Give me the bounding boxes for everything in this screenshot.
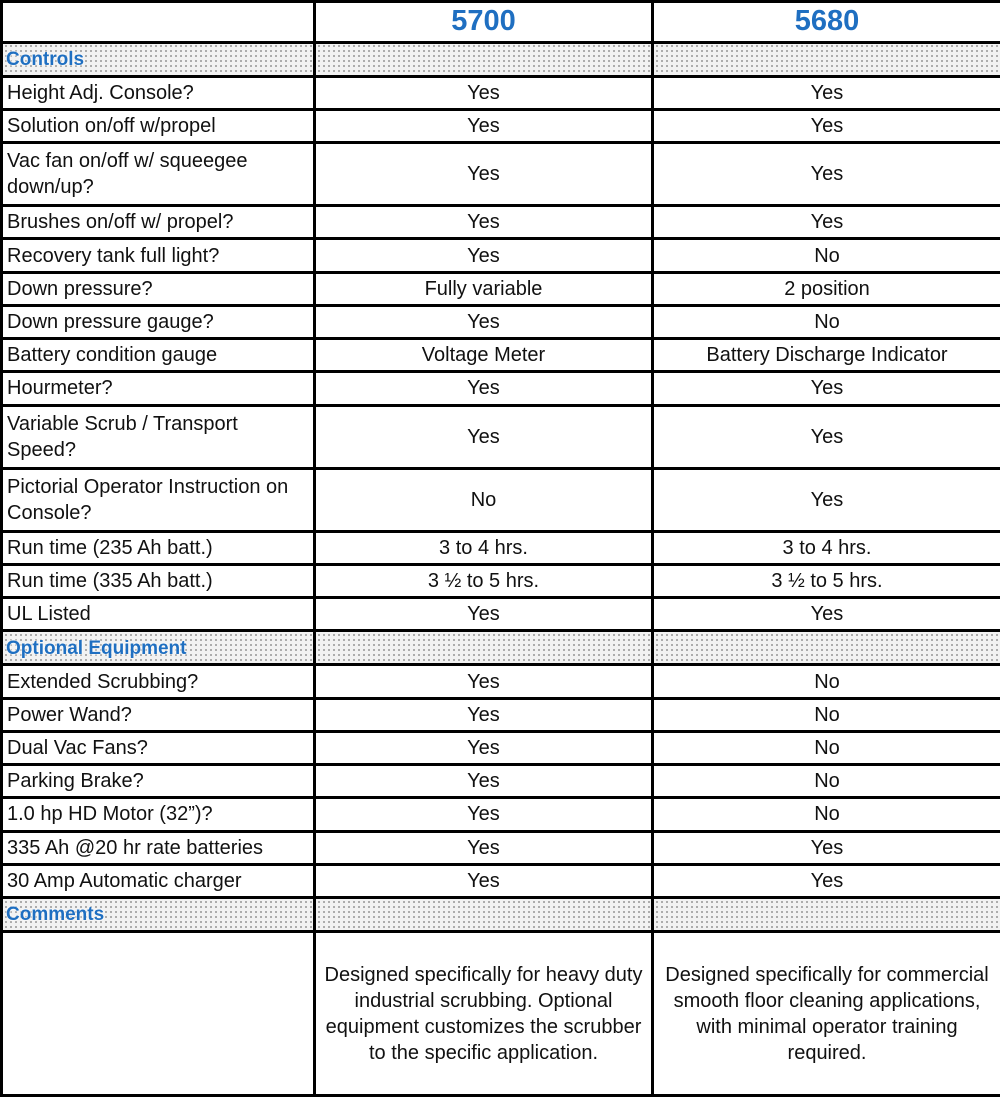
controls-rows [2,76,1000,631]
value-5700: Fully variable [315,272,653,305]
header-corner-cell [2,2,315,43]
value-5680: Yes [653,76,1000,109]
row-label: 335 Ah @20 hr rate batteries [2,831,315,864]
value-5680: Yes [653,468,1000,531]
comment-5680: Designed specifically for commercial smooth floor cleaning applications, with minimal operator training required. [653,932,1000,1096]
value-5700: Yes [315,372,653,405]
value-5680: Yes [653,864,1000,897]
table-row [2,598,1000,631]
value-5700: Voltage Meter [315,339,653,372]
row-label: UL Listed [2,598,315,631]
table-row [2,143,1000,206]
value-5700: Yes [315,864,653,897]
value-5680: No [653,698,1000,731]
value-5680: No [653,239,1000,272]
table-row [2,76,1000,109]
section-title-optional-equipment: Optional Equipment [6,637,187,659]
table-row [2,468,1000,531]
section-header-comments [2,898,1000,932]
value-5680: 3 ½ to 5 hrs. [653,564,1000,597]
row-label: Recovery tank full light? [2,239,315,272]
value-5680: No [653,731,1000,764]
value-5700: Yes [315,698,653,731]
row-label: Battery condition gauge [2,339,315,372]
comment-5700: Designed specifically for heavy duty industrial scrubbing. Optional equipment customizes the scrubber to the specific application. [315,932,653,1096]
table-row [2,831,1000,864]
table-row [2,531,1000,564]
value-5700: Yes [315,798,653,831]
value-5700: Yes [315,109,653,142]
model-5680-header: 5680 [653,2,1000,43]
value-5700: 3 to 4 hrs. [315,531,653,564]
section-header-controls [2,42,1000,76]
table-row [2,564,1000,597]
table-row [2,305,1000,338]
value-5700: Yes [315,76,653,109]
value-5680: Battery Discharge Indicator [653,339,1000,372]
value-5700: Yes [315,831,653,864]
row-label: Run time (235 Ah batt.) [2,531,315,564]
row-label: Pictorial Operator Instruction on Console? [2,468,315,531]
row-label: Height Adj. Console? [2,76,315,109]
row-label: Power Wand? [2,698,315,731]
row-label: Hourmeter? [2,372,315,405]
table-row [2,665,1000,698]
table-body [2,42,1000,76]
table-row [2,864,1000,897]
table-row [2,239,1000,272]
value-5680: Yes [653,372,1000,405]
table-row [2,698,1000,731]
header-row [2,2,1000,43]
value-5700: Yes [315,731,653,764]
row-label: Run time (335 Ah batt.) [2,564,315,597]
section-header-optional-equipment [2,631,1000,665]
row-label: Solution on/off w/propel [2,109,315,142]
table-row [2,765,1000,798]
row-label: 30 Amp Automatic charger [2,864,315,897]
row-label: Vac fan on/off w/ squeegee down/up? [2,143,315,206]
section-title-controls: Controls [6,48,85,70]
table-row [2,206,1000,239]
table-row [2,731,1000,764]
value-5700: 3 ½ to 5 hrs. [315,564,653,597]
optional-rows [2,665,1000,898]
value-5700: Yes [315,239,653,272]
value-5700: Yes [315,143,653,206]
row-label: Down pressure gauge? [2,305,315,338]
row-label: Extended Scrubbing? [2,665,315,698]
value-5680: Yes [653,206,1000,239]
value-5700: Yes [315,598,653,631]
value-5700: Yes [315,765,653,798]
value-5680: Yes [653,405,1000,468]
comments-row [2,932,1000,1096]
table-row [2,405,1000,468]
value-5680: No [653,305,1000,338]
value-5700: No [315,468,653,531]
section-title-comments: Comments [6,904,105,926]
value-5680: Yes [653,598,1000,631]
value-5680: 3 to 4 hrs. [653,531,1000,564]
row-label: 1.0 hp HD Motor (32”)? [2,798,315,831]
row-label: Parking Brake? [2,765,315,798]
value-5680: Yes [653,143,1000,206]
table-row [2,339,1000,372]
value-5700: Yes [315,206,653,239]
value-5680: Yes [653,109,1000,142]
table-row [2,798,1000,831]
row-label: Brushes on/off w/ propel? [2,206,315,239]
row-label: Down pressure? [2,272,315,305]
value-5680: Yes [653,831,1000,864]
row-label: Variable Scrub / Transport Speed? [2,405,315,468]
value-5680: No [653,765,1000,798]
value-5680: No [653,798,1000,831]
value-5700: Yes [315,305,653,338]
value-5680: No [653,665,1000,698]
value-5700: Yes [315,405,653,468]
table-row [2,372,1000,405]
comments-label [2,932,315,1096]
value-5680: 2 position [653,272,1000,305]
model-5700-header: 5700 [315,2,653,43]
table-row [2,272,1000,305]
row-label: Dual Vac Fans? [2,731,315,764]
value-5700: Yes [315,665,653,698]
table-row [2,109,1000,142]
